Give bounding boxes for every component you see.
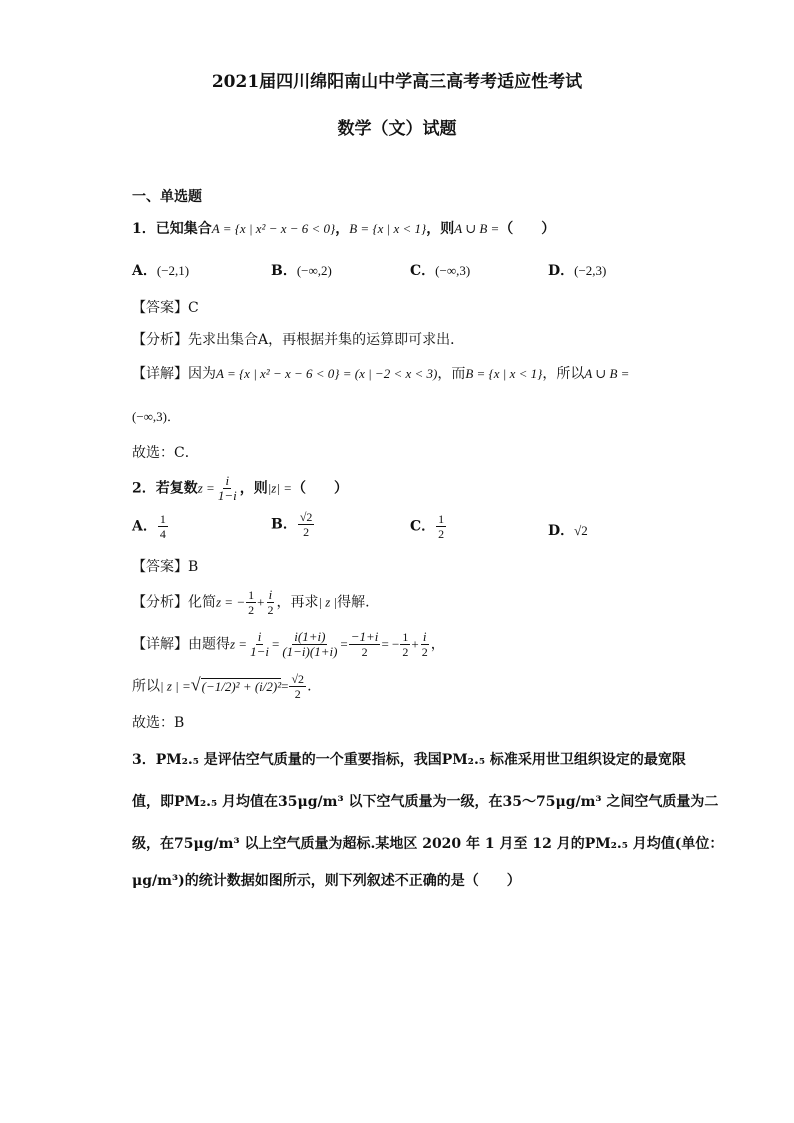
option-letter: D． <box>548 263 575 279</box>
detail-fraction-4 <box>400 630 410 659</box>
detail-label: 【详解】 <box>132 366 188 382</box>
analysis-fraction-1 <box>246 588 256 617</box>
q2-option-a[interactable] <box>132 512 169 541</box>
answer-label: 【答案】 <box>132 300 188 316</box>
analysis-fraction-2 <box>265 588 275 617</box>
option-value: (−∞,3) <box>435 263 471 278</box>
option-fraction <box>298 510 315 539</box>
option-letter: B． <box>271 516 297 533</box>
option-value: (−2,1) <box>156 263 190 278</box>
q1-stem <box>132 218 555 238</box>
analysis-expr: z = − <box>216 594 246 610</box>
q2-analysis <box>132 588 370 617</box>
q1-detail <box>132 363 629 383</box>
q2-detail <box>132 630 445 659</box>
detail-text-2: ，而 <box>437 366 466 382</box>
fraction-denominator: 2 <box>421 645 428 659</box>
choose-label: 故选： <box>132 445 174 461</box>
q2-option-b[interactable] <box>271 510 315 539</box>
exam-subtitle: 数学（文）试题 <box>337 119 457 139</box>
option-letter: B． <box>271 263 297 279</box>
analysis-plus: + <box>257 594 265 610</box>
detail-fraction-3 <box>349 630 381 659</box>
q1-sep: ， <box>335 221 350 237</box>
analysis-text-2: ，再求 <box>276 594 319 611</box>
detail-fraction-5 <box>420 630 430 659</box>
q2-abs-z: |z| = <box>267 480 292 496</box>
q1-number: 1． <box>132 221 156 237</box>
fraction-numerator: 1 <box>159 512 166 526</box>
so-end: . <box>307 678 312 695</box>
detail-text-3: ，所以 <box>542 366 585 382</box>
q3-text: PM₂.₅ 是评估空气质量的一个重要指标，我国PM₂.₅ 标准采用世卫组织设定的最宽限 <box>155 752 686 768</box>
detail-z: z = <box>230 636 248 652</box>
fraction-denominator: (1−i)(1+i) <box>282 644 338 659</box>
fraction-numerator: i <box>225 473 230 488</box>
detail-eq: = − <box>381 636 400 652</box>
q2-z: z = <box>197 480 215 496</box>
option-letter: D． <box>548 523 575 539</box>
so-eq: = <box>281 678 289 694</box>
answer-value: C <box>188 300 199 316</box>
q1-detail-line2: (−∞,3)． <box>132 409 181 424</box>
q2-answer <box>132 556 198 576</box>
analysis-text: 先求出集合A，再根据并集的运算即可求出． <box>188 332 465 348</box>
fraction-denominator: 1−i <box>217 488 237 503</box>
fraction-numerator: √2 <box>291 672 305 686</box>
q3-line-4: μg/m³)的统计数据如图所示，则下列叙述不正确的是（ ） <box>132 873 521 889</box>
q1-choose <box>132 442 199 462</box>
fraction-numerator: 1 <box>248 588 255 602</box>
q2-stem-text-2: ，则 <box>239 480 268 497</box>
q2-number: 2． <box>132 480 156 497</box>
fraction-numerator: 1 <box>402 630 409 644</box>
analysis-text: 化简 <box>188 594 216 611</box>
detail-end: ， <box>430 636 445 653</box>
q1-answer <box>132 297 199 317</box>
q2-paren: （ ） <box>291 480 348 497</box>
fraction-numerator: −1+i <box>350 629 379 644</box>
q3-number: 3． <box>132 752 156 768</box>
q2-choose <box>132 712 184 732</box>
analysis-text-3: 得解. <box>337 594 370 611</box>
option-value: √2 <box>574 523 588 538</box>
detail-eq: = <box>340 636 348 652</box>
so-abs: | z | = <box>160 678 191 694</box>
fraction-denominator: 2 <box>402 645 409 659</box>
analysis-label: 【分析】 <box>132 332 188 348</box>
analysis-label: 【分析】 <box>132 594 188 611</box>
option-value: (−2,3) <box>574 263 607 278</box>
fraction-numerator: i <box>268 587 273 602</box>
so-fraction <box>289 672 306 701</box>
fraction-denominator: 2 <box>303 525 310 539</box>
q2-z-fraction <box>216 474 239 503</box>
q2-stem <box>132 474 348 503</box>
detail-text: 因为 <box>188 366 216 382</box>
answer-value: B <box>188 559 199 575</box>
q2-option-c[interactable] <box>410 512 447 541</box>
q1-union: A ∪ B = <box>454 221 500 236</box>
option-fraction <box>436 512 446 541</box>
choose-value: B <box>174 715 185 731</box>
q1-set-b: B = {x | x < 1} <box>349 221 427 236</box>
choose-label: 故选： <box>132 715 174 731</box>
option-letter: C． <box>410 263 436 279</box>
q3-line-1 <box>132 749 686 769</box>
fraction-denominator: 1−i <box>250 644 269 659</box>
option-fraction <box>158 512 168 541</box>
q1-set-a: A = {x | x² − x − 6 < 0} <box>211 221 336 236</box>
q1-paren: （ ） <box>499 221 556 237</box>
detail-plus: + <box>411 636 419 652</box>
fraction-numerator: 1 <box>438 512 445 526</box>
q1-option-c[interactable] <box>410 260 470 280</box>
fraction-numerator: √2 <box>299 510 313 524</box>
fraction-numerator: i <box>257 629 262 644</box>
option-value: (−∞,2) <box>296 263 332 278</box>
fraction-denominator: 2 <box>267 603 274 617</box>
detail-text: 由题得 <box>188 636 230 653</box>
fraction-denominator: 2 <box>438 527 445 541</box>
detail-fraction-1 <box>248 630 271 659</box>
q1-stem-text-2: ，则 <box>426 221 455 237</box>
choose-value: C． <box>174 445 199 461</box>
sqrt-sign: √ <box>190 674 201 695</box>
q1-option-a[interactable] <box>132 260 189 280</box>
so-label: 所以 <box>132 678 160 695</box>
fraction-denominator: 4 <box>159 527 166 541</box>
section-heading: 一、单选题 <box>132 189 202 205</box>
detail-expr: A = {x | x² − x − 6 < 0} = (x | −2 < x < 3) <box>216 366 438 381</box>
detail-eq: = <box>271 636 280 652</box>
so-root: (−1/2)² + (i/2)² <box>201 678 282 694</box>
option-letter: A． <box>132 263 157 279</box>
q1-option-d[interactable] <box>548 260 606 280</box>
q3-line-2: 值，即PM₂.₅ 月均值在35μg/m³ 以下空气质量为一级，在35～75μg/m³ 之间空气质量为二 <box>132 794 719 810</box>
q2-option-d[interactable] <box>548 520 588 540</box>
fraction-numerator: i(1+i) <box>294 629 326 644</box>
q1-stem-text: 已知集合 <box>155 221 212 237</box>
q1-option-b[interactable] <box>271 260 332 280</box>
fraction-denominator: 2 <box>361 645 368 659</box>
detail-expr-2: B = {x | x < 1} <box>465 366 543 381</box>
fraction-denominator: 2 <box>248 603 255 617</box>
fraction-numerator: i <box>422 629 427 644</box>
q3-line-3: 级，在75μg/m³ 以上空气质量为超标.某地区 2020 年 1 月至 12 月的PM₂.₅ 月均值(单位： <box>132 836 724 852</box>
answer-label: 【答案】 <box>132 559 188 575</box>
detail-label: 【详解】 <box>132 636 188 653</box>
detail-expr-3: A ∪ B = <box>584 366 630 381</box>
fraction-denominator: 2 <box>294 687 301 701</box>
q2-so <box>132 672 312 701</box>
q1-analysis <box>132 329 464 349</box>
analysis-abs: | z | <box>318 594 338 610</box>
option-letter: C． <box>410 518 436 535</box>
option-letter: A． <box>132 518 157 535</box>
exam-title: 2021届四川绵阳南山中学高三高考考适应性考试 <box>211 72 583 92</box>
detail-fraction-2 <box>280 630 339 659</box>
q2-stem-text: 若复数 <box>155 480 198 497</box>
